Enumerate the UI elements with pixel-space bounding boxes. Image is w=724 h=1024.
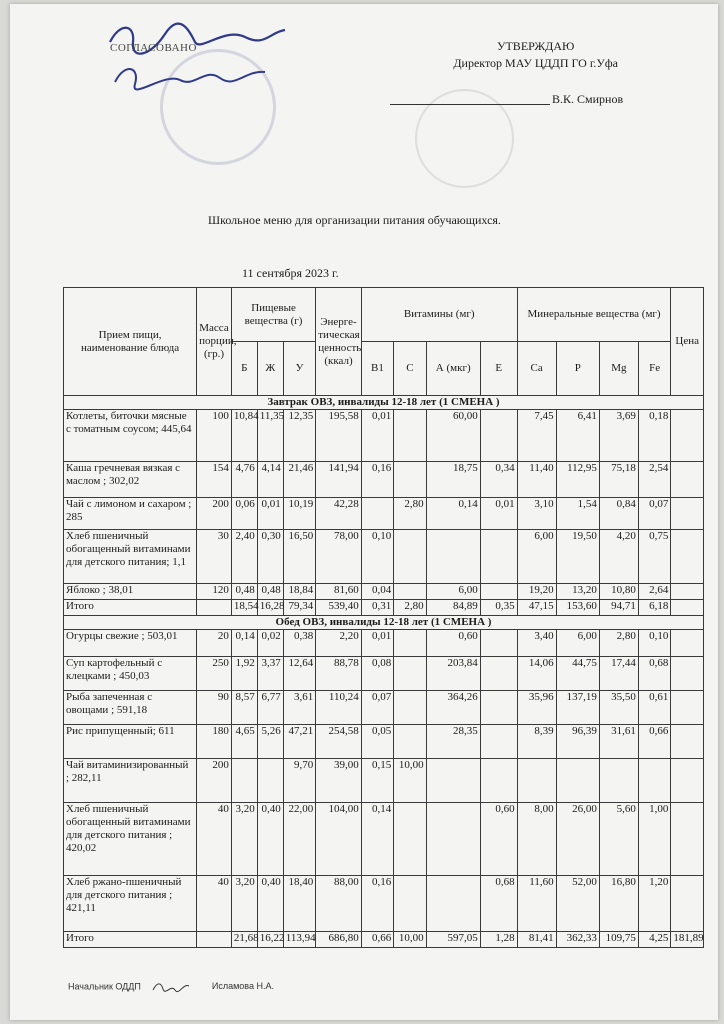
cell-b1: 0,66	[361, 932, 393, 948]
cell-c	[394, 530, 426, 584]
header-vitamins: Витамины (мг)	[361, 288, 517, 342]
approve-position: Директор МАУ ЦДДП ГО г.Уфа	[453, 56, 618, 70]
cell-a: 364,26	[426, 691, 480, 725]
table-row	[64, 725, 704, 759]
cell-price	[671, 530, 704, 584]
cell-price	[671, 725, 704, 759]
cell-mg: 4,20	[599, 530, 638, 584]
cell-e	[480, 657, 517, 691]
cell-kcal: 2,20	[316, 630, 361, 657]
cell-u: 113,94	[283, 932, 315, 948]
table-row	[64, 410, 704, 462]
header-e: Е	[480, 342, 517, 396]
document-title: Школьное меню для организации питания обучающихся.	[208, 213, 501, 227]
cell-b: 21,68	[231, 932, 257, 948]
section-lunch	[64, 616, 704, 630]
cell-e	[480, 584, 517, 600]
total-row-breakfast	[64, 600, 704, 616]
cell-e: 0,01	[480, 498, 517, 530]
table-row	[64, 462, 704, 498]
cell-e: 0,34	[480, 462, 517, 498]
cell-mg: 75,18	[599, 462, 638, 498]
cell-c	[394, 462, 426, 498]
section-title: Обед ОВЗ, инвалиды 12-18 лет (1 СМЕНА )	[64, 616, 704, 630]
dish-name: Хлеб ржано-пшеничный для детского питания ; 421,11	[64, 876, 197, 932]
cell-p: 112,95	[556, 462, 599, 498]
cell-kcal: 78,00	[316, 530, 361, 584]
cell-fe	[638, 759, 671, 803]
cell-zh: 0,48	[257, 584, 283, 600]
cell-zh: 0,01	[257, 498, 283, 530]
header-nutrients: Пищевые вещества (г)	[231, 288, 315, 342]
dish-name: Хлеб пшеничный обогащенный витаминами для детского питания ; 420,02	[64, 803, 197, 876]
cell-b1: 0,14	[361, 803, 393, 876]
cell-mg: 109,75	[599, 932, 638, 948]
cell-ca: 14,06	[517, 657, 556, 691]
cell-ca: 47,15	[517, 600, 556, 616]
cell-p: 26,00	[556, 803, 599, 876]
table-row	[64, 876, 704, 932]
cell-b1: 0,10	[361, 530, 393, 584]
approval-block	[453, 38, 618, 72]
dish-name: Яблоко ; 38,01	[64, 584, 197, 600]
header-mass: Масса порции, (гр.)	[197, 288, 232, 396]
cell-mass: 200	[197, 759, 232, 803]
cell-e	[480, 530, 517, 584]
cell-mass: 200	[197, 498, 232, 530]
cell-u: 18,84	[283, 584, 315, 600]
cell-u: 12,35	[283, 410, 315, 462]
cell-kcal: 88,78	[316, 657, 361, 691]
cell-mg: 2,80	[599, 630, 638, 657]
cell-u: 79,34	[283, 600, 315, 616]
cell-c	[394, 876, 426, 932]
cell-e	[480, 691, 517, 725]
cell-a	[426, 876, 480, 932]
cell-zh	[257, 759, 283, 803]
cell-price	[671, 630, 704, 657]
menu-table	[63, 287, 704, 948]
table-row	[64, 691, 704, 725]
cell-c	[394, 803, 426, 876]
cell-zh: 0,30	[257, 530, 283, 584]
cell-u: 3,61	[283, 691, 315, 725]
dish-name: Суп картофельный с клецками ; 450,03	[64, 657, 197, 691]
cell-fe: 0,68	[638, 657, 671, 691]
cell-kcal: 195,58	[316, 410, 361, 462]
footer-name: Исламова Н.А.	[211, 981, 274, 992]
cell-kcal: 539,40	[316, 600, 361, 616]
table-row	[64, 803, 704, 876]
cell-kcal: 141,94	[316, 462, 361, 498]
cell-kcal: 81,60	[316, 584, 361, 600]
cell-a: 0,60	[426, 630, 480, 657]
cell-b: 0,48	[231, 584, 257, 600]
cell-a	[426, 759, 480, 803]
header-c: С	[394, 342, 426, 396]
cell-ca	[517, 759, 556, 803]
cell-u: 0,38	[283, 630, 315, 657]
cell-p: 137,19	[556, 691, 599, 725]
cell-price	[671, 657, 704, 691]
cell-p	[556, 759, 599, 803]
cell-b1: 0,07	[361, 691, 393, 725]
cell-mass	[197, 600, 232, 616]
cell-b: 1,92	[231, 657, 257, 691]
table-row	[64, 530, 704, 584]
header-fe: Fe	[638, 342, 671, 396]
dish-name: Котлеты, биточки мясные с томатным соусом; 445,64	[64, 410, 197, 462]
table-row	[64, 498, 704, 530]
header-b: Б	[231, 342, 257, 396]
cell-mg: 94,71	[599, 600, 638, 616]
cell-price	[671, 691, 704, 725]
section-breakfast	[64, 396, 704, 410]
header-price: Цена	[671, 288, 704, 396]
dish-name: Рис припущенный; 611	[64, 725, 197, 759]
cell-fe: 0,10	[638, 630, 671, 657]
cell-price	[671, 498, 704, 530]
cell-u: 16,50	[283, 530, 315, 584]
cell-b1: 0,31	[361, 600, 393, 616]
cell-u: 47,21	[283, 725, 315, 759]
cell-mass: 40	[197, 803, 232, 876]
cell-mg: 16,80	[599, 876, 638, 932]
header-p: Р	[556, 342, 599, 396]
header-b1: В1	[361, 342, 393, 396]
cell-e: 1,28	[480, 932, 517, 948]
cell-zh: 16,22	[257, 932, 283, 948]
cell-zh: 11,35	[257, 410, 283, 462]
cell-price	[671, 759, 704, 803]
cell-mass: 154	[197, 462, 232, 498]
dish-name: Итого	[64, 600, 197, 616]
cell-u: 12,64	[283, 657, 315, 691]
cell-mg: 5,60	[599, 803, 638, 876]
cell-b1: 0,15	[361, 759, 393, 803]
cell-b: 3,20	[231, 803, 257, 876]
soglasovano-label: СОГЛАСОВАНО	[110, 42, 197, 54]
cell-zh: 5,26	[257, 725, 283, 759]
cell-ca: 7,45	[517, 410, 556, 462]
cell-mg: 10,80	[599, 584, 638, 600]
cell-b	[231, 759, 257, 803]
cell-u: 10,19	[283, 498, 315, 530]
cell-c: 2,80	[394, 498, 426, 530]
cell-mass: 40	[197, 876, 232, 932]
cell-p: 52,00	[556, 876, 599, 932]
approve-name: В.К. Смирнов	[552, 92, 624, 106]
cell-c	[394, 584, 426, 600]
cell-p: 362,33	[556, 932, 599, 948]
cell-kcal: 254,58	[316, 725, 361, 759]
cell-price	[671, 600, 704, 616]
cell-zh: 6,77	[257, 691, 283, 725]
approve-title: УТВЕРЖДАЮ	[496, 39, 575, 53]
cell-u: 21,46	[283, 462, 315, 498]
cell-zh: 0,40	[257, 803, 283, 876]
cell-b1: 0,16	[361, 462, 393, 498]
cell-fe: 0,18	[638, 410, 671, 462]
footer-position: Начальник ОДДП	[68, 981, 141, 992]
cell-c	[394, 657, 426, 691]
cell-price	[671, 584, 704, 600]
cell-mass: 250	[197, 657, 232, 691]
cell-price	[671, 876, 704, 932]
cell-ca: 11,40	[517, 462, 556, 498]
cell-p: 96,39	[556, 725, 599, 759]
cell-b1	[361, 498, 393, 530]
cell-a: 0,14	[426, 498, 480, 530]
cell-e: 0,68	[480, 876, 517, 932]
cell-p: 6,00	[556, 630, 599, 657]
cell-fe: 2,64	[638, 584, 671, 600]
cell-mg: 31,61	[599, 725, 638, 759]
cell-c	[394, 691, 426, 725]
cell-b: 18,54	[231, 600, 257, 616]
cell-ca: 3,10	[517, 498, 556, 530]
cell-e	[480, 410, 517, 462]
cell-mass: 90	[197, 691, 232, 725]
cell-a: 84,89	[426, 600, 480, 616]
cell-b: 8,57	[231, 691, 257, 725]
cell-b1: 0,05	[361, 725, 393, 759]
cell-b1: 0,16	[361, 876, 393, 932]
cell-mass: 120	[197, 584, 232, 600]
dish-name: Рыба запеченная с овощами ; 591,18	[64, 691, 197, 725]
cell-price: 181,89	[671, 932, 704, 948]
cell-p: 44,75	[556, 657, 599, 691]
cell-p: 19,50	[556, 530, 599, 584]
dish-name: Хлеб пшеничный обогащенный витаминами для детского питания; 1,1	[64, 530, 197, 584]
footer-signature	[151, 980, 191, 994]
cell-mg: 0,84	[599, 498, 638, 530]
section-title: Завтрак ОВЗ, инвалиды 12-18 лет (1 СМЕНА )	[64, 396, 704, 410]
cell-zh: 0,02	[257, 630, 283, 657]
cell-fe: 4,25	[638, 932, 671, 948]
cell-fe: 6,18	[638, 600, 671, 616]
cell-b1: 0,01	[361, 410, 393, 462]
cell-c	[394, 410, 426, 462]
cell-c: 10,00	[394, 759, 426, 803]
cell-mass: 100	[197, 410, 232, 462]
cell-a: 597,05	[426, 932, 480, 948]
cell-b: 0,06	[231, 498, 257, 530]
cell-fe: 0,75	[638, 530, 671, 584]
dish-name: Каша гречневая вязкая с маслом ; 302,02	[64, 462, 197, 498]
cell-b: 10,84	[231, 410, 257, 462]
cell-u: 9,70	[283, 759, 315, 803]
cell-zh: 4,14	[257, 462, 283, 498]
cell-mass: 180	[197, 725, 232, 759]
cell-e	[480, 725, 517, 759]
dish-name: Чай с лимоном и сахаром ; 285	[64, 498, 197, 530]
cell-zh: 3,37	[257, 657, 283, 691]
header-energy: Энерге-тическая ценность (ккал)	[316, 288, 361, 396]
cell-price	[671, 462, 704, 498]
cell-ca: 19,20	[517, 584, 556, 600]
cell-kcal: 42,28	[316, 498, 361, 530]
table-row	[64, 630, 704, 657]
cell-fe: 1,00	[638, 803, 671, 876]
cell-fe: 0,66	[638, 725, 671, 759]
document-sheet	[10, 4, 718, 1020]
cell-b: 3,20	[231, 876, 257, 932]
round-stamp	[160, 49, 276, 165]
header-mg: Mg	[599, 342, 638, 396]
cell-zh: 16,28	[257, 600, 283, 616]
table-row	[64, 759, 704, 803]
menu-table-body	[64, 396, 704, 948]
cell-p: 153,60	[556, 600, 599, 616]
cell-price	[671, 410, 704, 462]
cell-kcal: 104,00	[316, 803, 361, 876]
cell-b: 0,14	[231, 630, 257, 657]
header-meal: Прием пищи, наименование блюда	[64, 288, 197, 396]
cell-mass: 20	[197, 630, 232, 657]
document-date: 11 сентября 2023 г.	[242, 266, 339, 280]
cell-c: 10,00	[394, 932, 426, 948]
cell-a	[426, 803, 480, 876]
cell-mg: 17,44	[599, 657, 638, 691]
header-ca: Са	[517, 342, 556, 396]
signature-line	[390, 104, 550, 105]
cell-mass: 30	[197, 530, 232, 584]
cell-fe: 1,20	[638, 876, 671, 932]
cell-mg: 3,69	[599, 410, 638, 462]
dish-name: Итого	[64, 932, 197, 948]
cell-e: 0,35	[480, 600, 517, 616]
cell-a: 60,00	[426, 410, 480, 462]
cell-ca: 81,41	[517, 932, 556, 948]
footer	[68, 980, 274, 994]
cell-u: 18,40	[283, 876, 315, 932]
cell-b1: 0,01	[361, 630, 393, 657]
cell-fe: 0,61	[638, 691, 671, 725]
cell-a: 6,00	[426, 584, 480, 600]
cell-ca: 11,60	[517, 876, 556, 932]
header-a: А (мкг)	[426, 342, 480, 396]
cell-e	[480, 630, 517, 657]
cell-a: 28,35	[426, 725, 480, 759]
cell-mass	[197, 932, 232, 948]
cell-a: 203,84	[426, 657, 480, 691]
cell-p: 1,54	[556, 498, 599, 530]
dish-name: Чай витаминизированный ; 282,11	[64, 759, 197, 803]
cell-fe: 0,07	[638, 498, 671, 530]
cell-b1: 0,08	[361, 657, 393, 691]
cell-ca: 6,00	[517, 530, 556, 584]
table-row	[64, 584, 704, 600]
cell-e: 0,60	[480, 803, 517, 876]
cell-kcal: 686,80	[316, 932, 361, 948]
cell-kcal: 110,24	[316, 691, 361, 725]
dish-name: Огурцы свежие ; 503,01	[64, 630, 197, 657]
cell-price	[671, 803, 704, 876]
cell-ca: 35,96	[517, 691, 556, 725]
cell-p: 6,41	[556, 410, 599, 462]
cell-kcal: 39,00	[316, 759, 361, 803]
header-zh: Ж	[257, 342, 283, 396]
header-u: У	[283, 342, 315, 396]
total-row-lunch	[64, 932, 704, 948]
header-minerals: Минеральные вещества (мг)	[517, 288, 671, 342]
table-row	[64, 657, 704, 691]
cell-ca: 8,39	[517, 725, 556, 759]
cell-b1: 0,04	[361, 584, 393, 600]
cell-u: 22,00	[283, 803, 315, 876]
cell-zh: 0,40	[257, 876, 283, 932]
cell-c	[394, 630, 426, 657]
cell-c: 2,80	[394, 600, 426, 616]
cell-p: 13,20	[556, 584, 599, 600]
cell-a: 18,75	[426, 462, 480, 498]
cell-mg	[599, 759, 638, 803]
cell-b: 4,65	[231, 725, 257, 759]
cell-e	[480, 759, 517, 803]
cell-fe: 2,54	[638, 462, 671, 498]
cell-mg: 35,50	[599, 691, 638, 725]
cell-kcal: 88,00	[316, 876, 361, 932]
cell-ca: 3,40	[517, 630, 556, 657]
cell-ca: 8,00	[517, 803, 556, 876]
cell-b: 4,76	[231, 462, 257, 498]
cell-a	[426, 530, 480, 584]
cell-b: 2,40	[231, 530, 257, 584]
cell-c	[394, 725, 426, 759]
